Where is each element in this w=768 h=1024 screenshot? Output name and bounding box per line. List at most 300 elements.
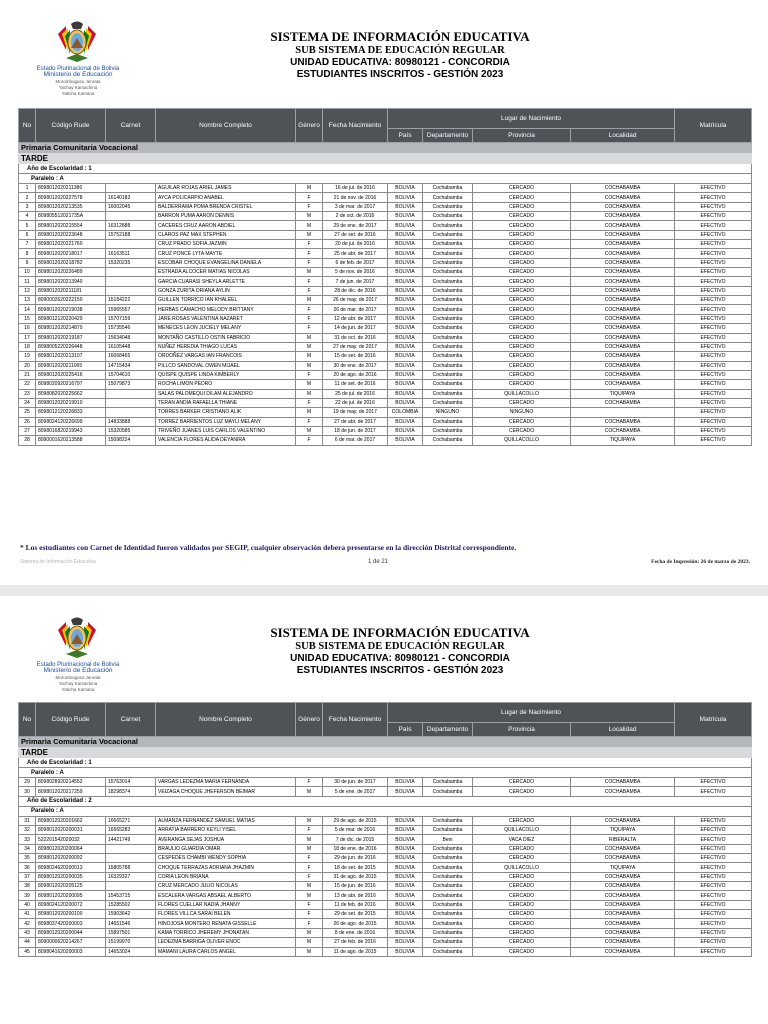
rude-code: 8098012020221760 bbox=[36, 240, 106, 249]
student-row bbox=[19, 258, 752, 267]
carnet: 15199970 bbox=[106, 938, 156, 947]
student-row bbox=[19, 408, 752, 417]
row-number: 23 bbox=[19, 389, 36, 398]
student-row bbox=[19, 324, 752, 333]
shift-row: TARDE bbox=[19, 747, 752, 758]
province: CERCADO bbox=[473, 426, 571, 435]
full-name: HERBAS CAMACHO MELODY BRITTANY bbox=[156, 305, 296, 314]
birth-date: 5 de nov. de 2016 bbox=[323, 268, 388, 277]
locality: COCHABAMBA bbox=[571, 333, 675, 342]
rude-code: 8098012020213107 bbox=[36, 352, 106, 361]
rude-code: 8098020920216797 bbox=[36, 380, 106, 389]
row-number: 6 bbox=[19, 230, 36, 239]
full-name: MONTAÑO CASTILLO OSTIN FABRICIO bbox=[156, 333, 296, 342]
country: BOLIVIA bbox=[388, 202, 423, 211]
report-header bbox=[170, 30, 630, 81]
full-name: ROCHA LIMON PEDRO bbox=[156, 380, 296, 389]
enrollment-status: EFECTIVO bbox=[675, 286, 752, 295]
student-row bbox=[19, 854, 752, 863]
shift-row: TARDE bbox=[19, 153, 752, 164]
gender: M bbox=[296, 212, 323, 221]
student-row bbox=[19, 928, 752, 937]
province: CERCADO bbox=[473, 221, 571, 230]
rude-code: 8098016820219943 bbox=[36, 426, 106, 435]
department: Cochabamba bbox=[423, 277, 473, 286]
birth-date: 29 de ago. de 2015 bbox=[323, 816, 388, 825]
locality: COCHABAMBA bbox=[571, 352, 675, 361]
province: CERCADO bbox=[473, 417, 571, 426]
gender: F bbox=[296, 872, 323, 881]
carnet bbox=[106, 408, 156, 417]
col-header-no: No bbox=[19, 109, 36, 143]
province: CERCADO bbox=[473, 314, 571, 323]
locality: TIQUIPAYA bbox=[571, 863, 675, 872]
birth-date: 27 de abr. de 2017 bbox=[323, 417, 388, 426]
gender: M bbox=[296, 296, 323, 305]
locality: COCHABAMBA bbox=[571, 900, 675, 909]
full-name: CORIA LEON BRIANA bbox=[156, 872, 296, 881]
full-name: TORRES BARKER CRISTIANO ALIK bbox=[156, 408, 296, 417]
locality: TIQUIPAYA bbox=[571, 826, 675, 835]
locality: COCHABAMBA bbox=[571, 221, 675, 230]
country: BOLIVIA bbox=[388, 826, 423, 835]
gender: F bbox=[296, 370, 323, 379]
gender: M bbox=[296, 835, 323, 844]
col-header-birthdate: Fecha Nacimiento bbox=[323, 703, 388, 737]
report-header bbox=[170, 626, 630, 677]
locality: COCHABAMBA bbox=[571, 314, 675, 323]
carnet: 15752188 bbox=[106, 230, 156, 239]
carnet bbox=[106, 277, 156, 286]
birth-date: 26 de ago. de 2015 bbox=[323, 919, 388, 928]
locality: COCHABAMBA bbox=[571, 296, 675, 305]
carnet: 16105448 bbox=[106, 342, 156, 351]
rude-code: 8098024120200072 bbox=[36, 900, 106, 909]
row-number: 28 bbox=[19, 436, 36, 445]
col-header-enrollment: Matrícula bbox=[675, 703, 752, 737]
birth-date: 11 de ago. de 2015 bbox=[323, 947, 388, 956]
birth-date: 25 de abr. de 2017 bbox=[323, 249, 388, 258]
carnet: 15098224 bbox=[106, 436, 156, 445]
gender: F bbox=[296, 436, 323, 445]
gender: F bbox=[296, 202, 323, 211]
row-number: 7 bbox=[19, 240, 36, 249]
locality: COCHABAMBA bbox=[571, 778, 675, 787]
page-separator bbox=[0, 585, 768, 596]
department: Cochabamba bbox=[423, 891, 473, 900]
province: CERCADO bbox=[473, 910, 571, 919]
department: Cochabamba bbox=[423, 212, 473, 221]
col-header-carnet: Carnet bbox=[106, 109, 156, 143]
country: BOLIVIA bbox=[388, 333, 423, 342]
gender: M bbox=[296, 230, 323, 239]
student-row bbox=[19, 882, 752, 891]
enrollment-status: EFECTIVO bbox=[675, 221, 752, 230]
enrollment-status: EFECTIVO bbox=[675, 389, 752, 398]
student-row bbox=[19, 398, 752, 407]
department: Cochabamba bbox=[423, 417, 473, 426]
department: Cochabamba bbox=[423, 324, 473, 333]
full-name: QUISPE QUISPE LINDA KIMBERLY bbox=[156, 370, 296, 379]
province: CERCADO bbox=[473, 928, 571, 937]
department: Cochabamba bbox=[423, 314, 473, 323]
department: Beni bbox=[423, 835, 473, 844]
locality: COCHABAMBA bbox=[571, 361, 675, 370]
locality: COCHABAMBA bbox=[571, 854, 675, 863]
province: CERCADO bbox=[473, 938, 571, 947]
gender: F bbox=[296, 826, 323, 835]
student-row bbox=[19, 436, 752, 445]
col-header-birthdate: Fecha Nacimiento bbox=[323, 109, 388, 143]
col-header-name: Nombre Completo bbox=[156, 109, 296, 143]
birth-date: 31 de oct. de 2016 bbox=[323, 333, 388, 342]
carnet: 16140183 bbox=[106, 193, 156, 202]
department: Cochabamba bbox=[423, 426, 473, 435]
department: Cochabamba bbox=[423, 352, 473, 361]
province: CERCADO bbox=[473, 202, 571, 211]
full-name: FLORES CUELLAR NADIA JHANNY bbox=[156, 900, 296, 909]
rude-code: 8098012020223648 bbox=[36, 230, 106, 239]
student-row bbox=[19, 361, 752, 370]
row-number: 11 bbox=[19, 277, 36, 286]
school-unit: UNIDAD EDUCATIVA: 80980121 - CONCORDIA bbox=[290, 653, 510, 664]
student-row bbox=[19, 212, 752, 221]
birth-date: 7 de dic. de 2015 bbox=[323, 835, 388, 844]
student-row bbox=[19, 221, 752, 230]
country: BOLIVIA bbox=[388, 928, 423, 937]
rude-code: 8098012020200095 bbox=[36, 891, 106, 900]
rude-code: 8098012120220429 bbox=[36, 314, 106, 323]
full-name: TRIVEÑO JUANES LUIS CARLOS VALENTINO bbox=[156, 426, 296, 435]
full-name: LEDEZMA BARRIGA OLIVER ENOC bbox=[156, 938, 296, 947]
row-number: 2 bbox=[19, 193, 36, 202]
report-name: ESTUDIANTES INSCRITOS - GESTIÓN 2023 bbox=[296, 665, 504, 676]
country: BOLIVIA bbox=[388, 863, 423, 872]
locality: COCHABAMBA bbox=[571, 938, 675, 947]
country: BOLIVIA bbox=[388, 240, 423, 249]
enrollment-status: EFECTIVO bbox=[675, 296, 752, 305]
enrollment-status: EFECTIVO bbox=[675, 258, 752, 267]
department: Cochabamba bbox=[423, 202, 473, 211]
department: Cochabamba bbox=[423, 342, 473, 351]
parallel-row: Paralelo : A bbox=[19, 806, 752, 816]
province: CERCADO bbox=[473, 240, 571, 249]
province: CERCADO bbox=[473, 305, 571, 314]
bolivia-coat-of-arms-icon bbox=[52, 20, 102, 66]
country: BOLIVIA bbox=[388, 277, 423, 286]
gender: F bbox=[296, 277, 323, 286]
student-row bbox=[19, 305, 752, 314]
country: COLOMBIA bbox=[388, 408, 423, 417]
birth-date: 5 de mar. de 2016 bbox=[323, 826, 388, 835]
province: CERCADO bbox=[473, 296, 571, 305]
rude-code: 8098012020219187 bbox=[36, 333, 106, 342]
department: Cochabamba bbox=[423, 296, 473, 305]
carnet: 14715434 bbox=[106, 361, 156, 370]
country: BOLIVIA bbox=[388, 938, 423, 947]
country: BOLIVIA bbox=[388, 212, 423, 221]
department: Cochabamba bbox=[423, 910, 473, 919]
department: Cochabamba bbox=[423, 268, 473, 277]
rude-code: 8098012020219038 bbox=[36, 305, 106, 314]
department: Cochabamba bbox=[423, 919, 473, 928]
birth-date: 15 de jun. de 2016 bbox=[323, 882, 388, 891]
student-row bbox=[19, 947, 752, 956]
rude-code: 8098012020200100 bbox=[36, 910, 106, 919]
col-header-no: No bbox=[19, 703, 36, 737]
country: BOLIVIA bbox=[388, 872, 423, 881]
carnet bbox=[106, 398, 156, 407]
locality: COCHABAMBA bbox=[571, 258, 675, 267]
parallel-row: Paralelo : A bbox=[19, 768, 752, 778]
student-row bbox=[19, 240, 752, 249]
col-header-locality: Localidad bbox=[571, 723, 675, 737]
locality: COCHABAMBA bbox=[571, 249, 675, 258]
locality: COCHABAMBA bbox=[571, 426, 675, 435]
full-name: MAMANI LAURA CARLOS ANGEL bbox=[156, 947, 296, 956]
full-name: BARRON PUMA AARON DENNIS bbox=[156, 212, 296, 221]
row-number: 9 bbox=[19, 258, 36, 267]
row-number: 36 bbox=[19, 863, 36, 872]
country: BOLIVIA bbox=[388, 193, 423, 202]
row-number: 4 bbox=[19, 212, 36, 221]
rude-code: 8098012020219910 bbox=[36, 398, 106, 407]
gender: M bbox=[296, 816, 323, 825]
birth-date: 25 de jul. de 2016 bbox=[323, 389, 388, 398]
enrollment-status: EFECTIVO bbox=[675, 370, 752, 379]
row-number: 45 bbox=[19, 947, 36, 956]
logo-line-ministry: Ministerio de Educación bbox=[43, 667, 113, 674]
row-number: 41 bbox=[19, 910, 36, 919]
gender: F bbox=[296, 854, 323, 863]
province: CERCADO bbox=[473, 891, 571, 900]
row-number: 24 bbox=[19, 398, 36, 407]
gender: M bbox=[296, 426, 323, 435]
enrollment-status: EFECTIVO bbox=[675, 202, 752, 211]
rude-code: 8098012020213940 bbox=[36, 277, 106, 286]
student-row bbox=[19, 938, 752, 947]
rude-code: 8098012020225416 bbox=[36, 370, 106, 379]
row-number: 1 bbox=[19, 184, 36, 193]
province: CERCADO bbox=[473, 352, 571, 361]
department: Cochabamba bbox=[423, 184, 473, 193]
enrollment-status: EFECTIVO bbox=[675, 333, 752, 342]
country: BOLIVIA bbox=[388, 398, 423, 407]
full-name: ESTRADA ALCOCER MATIAS NICOLAS bbox=[156, 268, 296, 277]
department: Cochabamba bbox=[423, 778, 473, 787]
col-header-rude: Código Rude bbox=[36, 109, 106, 143]
province: CERCADO bbox=[473, 787, 571, 796]
gender: M bbox=[296, 882, 323, 891]
gender: M bbox=[296, 342, 323, 351]
enrollment-status: EFECTIVO bbox=[675, 342, 752, 351]
full-name: KAMA TORRICO JHEREMY JHONATAN bbox=[156, 928, 296, 937]
rude-code: 8098012020214870 bbox=[36, 324, 106, 333]
carnet: 15704610 bbox=[106, 370, 156, 379]
gender: M bbox=[296, 408, 323, 417]
enrollment-status: EFECTIVO bbox=[675, 352, 752, 361]
locality: COCHABAMBA bbox=[571, 230, 675, 239]
carnet: 16002045 bbox=[106, 202, 156, 211]
rude-code: 8098082020225662 bbox=[36, 389, 106, 398]
row-number: 10 bbox=[19, 268, 36, 277]
country: BOLIVIA bbox=[388, 436, 423, 445]
row-number: 17 bbox=[19, 333, 36, 342]
row-number: 12 bbox=[19, 286, 36, 295]
full-name: CRUZ PRADO SOFIA JAZMIN bbox=[156, 240, 296, 249]
carnet bbox=[106, 268, 156, 277]
province: CERCADO bbox=[473, 398, 571, 407]
locality: COCHABAMBA bbox=[571, 910, 675, 919]
gender: F bbox=[296, 249, 323, 258]
enrollment-status: EFECTIVO bbox=[675, 426, 752, 435]
logo-line-guarani: Morombogusu Jeroata bbox=[55, 675, 101, 680]
row-number: 37 bbox=[19, 872, 36, 881]
birth-date: 20 de ago. de 2016 bbox=[323, 370, 388, 379]
department: Cochabamba bbox=[423, 380, 473, 389]
birth-date: 18 de ene. de 2016 bbox=[323, 844, 388, 853]
row-number: 38 bbox=[19, 882, 36, 891]
birth-date: 14 de jun. de 2017 bbox=[323, 324, 388, 333]
country: BOLIVIA bbox=[388, 361, 423, 370]
gender: M bbox=[296, 389, 323, 398]
full-name: ALMANZA FERNANDEZ SAMUEL MATIAS bbox=[156, 816, 296, 825]
carnet: 15320235 bbox=[106, 258, 156, 267]
gender: M bbox=[296, 928, 323, 937]
enrollment-status: EFECTIVO bbox=[675, 778, 752, 787]
gender: M bbox=[296, 333, 323, 342]
department: Cochabamba bbox=[423, 361, 473, 370]
enrollment-status: EFECTIVO bbox=[675, 249, 752, 258]
gender: F bbox=[296, 324, 323, 333]
birth-date: 5 de ene. de 2017 bbox=[323, 787, 388, 796]
row-number: 15 bbox=[19, 314, 36, 323]
country: BOLIVIA bbox=[388, 296, 423, 305]
bolivia-coat-of-arms-icon bbox=[52, 616, 102, 662]
locality: COCHABAMBA bbox=[571, 891, 675, 900]
enrollment-status: EFECTIVO bbox=[675, 314, 752, 323]
carnet bbox=[106, 844, 156, 853]
logo-line-guarani: Morombogusu Jeroata bbox=[55, 79, 101, 84]
enrollment-status: EFECTIVO bbox=[675, 854, 752, 863]
student-row bbox=[19, 816, 752, 825]
carnet: 16163511 bbox=[106, 249, 156, 258]
rude-code: 8098012020200035 bbox=[36, 872, 106, 881]
col-header-department: Departamento bbox=[423, 723, 473, 737]
student-row bbox=[19, 333, 752, 342]
enrollment-status: EFECTIVO bbox=[675, 919, 752, 928]
full-name: CESPEDES CHAMBI WENDY SOPHIA bbox=[156, 854, 296, 863]
rude-code: 8098012020200044 bbox=[36, 928, 106, 937]
logo-line-ministry: Ministerio de Educación bbox=[43, 71, 113, 78]
student-row bbox=[19, 268, 752, 277]
country: BOLIVIA bbox=[388, 268, 423, 277]
school-year-row: Año de Escolaridad : 2 bbox=[19, 796, 752, 806]
birth-date: 21 de nov. de 2016 bbox=[323, 193, 388, 202]
student-row bbox=[19, 352, 752, 361]
parallel-row: Paralelo : A bbox=[19, 174, 752, 184]
birth-date: 28 de dic. de 2016 bbox=[323, 286, 388, 295]
rude-code: 809805512021735A bbox=[36, 212, 106, 221]
birth-date: 6 de feb. de 2017 bbox=[323, 258, 388, 267]
department: Cochabamba bbox=[423, 938, 473, 947]
province: CERCADO bbox=[473, 342, 571, 351]
row-number: 40 bbox=[19, 900, 36, 909]
gender: F bbox=[296, 398, 323, 407]
country: BOLIVIA bbox=[388, 230, 423, 239]
carnet: 14653024 bbox=[106, 947, 156, 956]
province: QUILLACOLLO bbox=[473, 863, 571, 872]
carnet bbox=[106, 286, 156, 295]
province: CERCADO bbox=[473, 361, 571, 370]
carnet: 15285502 bbox=[106, 900, 156, 909]
province: CERCADO bbox=[473, 844, 571, 853]
student-row bbox=[19, 314, 752, 323]
carnet: 15707159 bbox=[106, 314, 156, 323]
row-number: 21 bbox=[19, 370, 36, 379]
school-unit: UNIDAD EDUCATIVA: 80980121 - CONCORDIA bbox=[290, 57, 510, 68]
row-number: 16 bbox=[19, 324, 36, 333]
col-header-department: Departamento bbox=[423, 129, 473, 143]
country: BOLIVIA bbox=[388, 919, 423, 928]
province: CERCADO bbox=[473, 854, 571, 863]
birth-date: 3 de mar. de 2017 bbox=[323, 202, 388, 211]
province: VACA DIEZ bbox=[473, 835, 571, 844]
birth-date: 26 de mar. de 2017 bbox=[323, 305, 388, 314]
full-name: BRAULIO GUARDIA OMAR bbox=[156, 844, 296, 853]
carnet: 16565283 bbox=[106, 826, 156, 835]
province: QUILLACOLLO bbox=[473, 389, 571, 398]
gender: F bbox=[296, 919, 323, 928]
locality: COCHABAMBA bbox=[571, 342, 675, 351]
province: QUILLACOLLO bbox=[473, 826, 571, 835]
country: BOLIVIA bbox=[388, 221, 423, 230]
full-name: JARE ROSAS VALENTINA NAZARET bbox=[156, 314, 296, 323]
department: Cochabamba bbox=[423, 844, 473, 853]
student-row bbox=[19, 277, 752, 286]
carnet: 15184222 bbox=[106, 296, 156, 305]
gender: M bbox=[296, 787, 323, 796]
full-name: TERAN ANDIA RAFAELLA THIANE bbox=[156, 398, 296, 407]
country: BOLIVIA bbox=[388, 778, 423, 787]
rude-code: 8098012020215554 bbox=[36, 221, 106, 230]
province: CERCADO bbox=[473, 249, 571, 258]
student-row bbox=[19, 910, 752, 919]
carnet bbox=[106, 212, 156, 221]
student-row bbox=[19, 296, 752, 305]
birth-date: 13 de abr. de 2016 bbox=[323, 891, 388, 900]
locality: TIQUIPAYA bbox=[571, 436, 675, 445]
col-header-name: Nombre Completo bbox=[156, 703, 296, 737]
full-name: SALAS PALOMEQUI DILAM ALEJANDRO bbox=[156, 389, 296, 398]
full-name: AVERANGA SEJAS JOSHUA bbox=[156, 835, 296, 844]
logo-line-quechua: Yachay Kamachina bbox=[58, 85, 98, 90]
gender: F bbox=[296, 193, 323, 202]
birth-date: 29 de set. de 2015 bbox=[323, 910, 388, 919]
locality: COCHABAMBA bbox=[571, 787, 675, 796]
full-name: ORDOÑEZ VARGAS IAN FRANCOIS bbox=[156, 352, 296, 361]
locality: TIQUIPAYA bbox=[571, 389, 675, 398]
col-header-gender: Género bbox=[296, 703, 323, 737]
department: Cochabamba bbox=[423, 947, 473, 956]
locality: COCHABAMBA bbox=[571, 202, 675, 211]
rude-code: 8098012020218782 bbox=[36, 258, 106, 267]
full-name: GARCIA CUARASI SHEYLA ARLETTE bbox=[156, 277, 296, 286]
country: BOLIVIA bbox=[388, 184, 423, 193]
locality: COCHABAMBA bbox=[571, 417, 675, 426]
locality: COCHABAMBA bbox=[571, 277, 675, 286]
department: NINGUNO bbox=[423, 408, 473, 417]
